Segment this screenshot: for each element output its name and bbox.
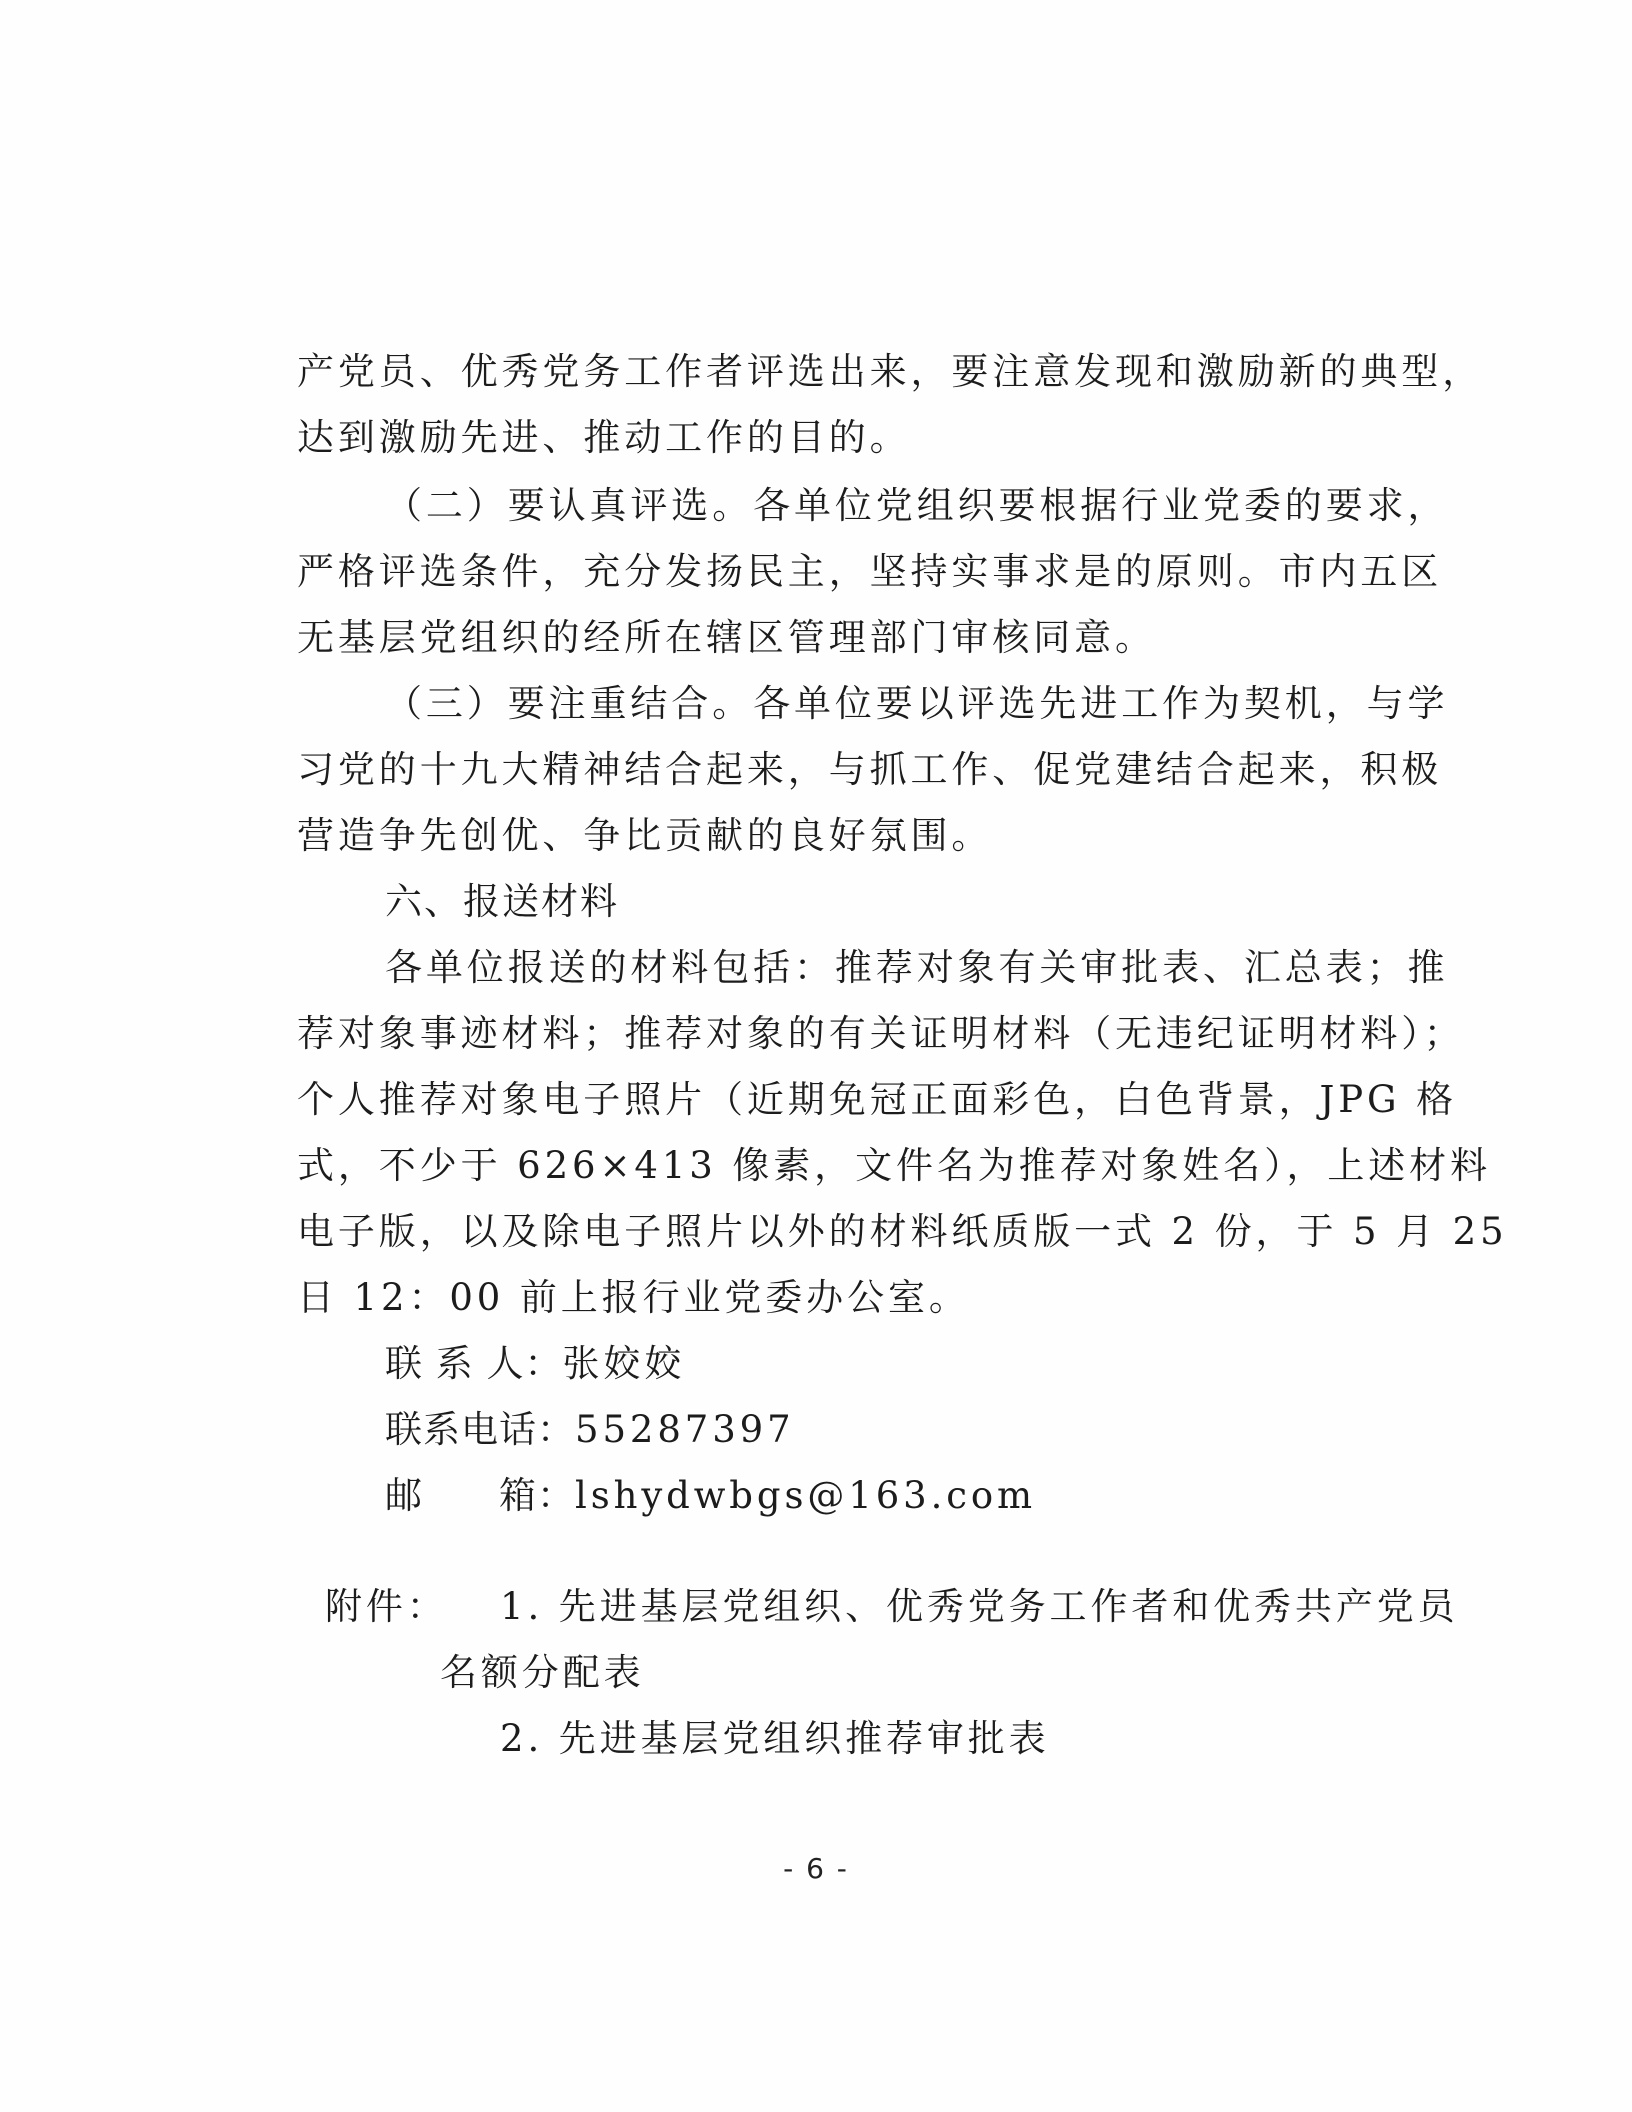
- attachment-item: 1. 先进基层党组织、优秀党务工作者和优秀共产党员: [500, 1585, 1459, 1628]
- attachments-label: 附件：: [325, 1585, 448, 1628]
- paragraph-line: 无基层党组织的经所在辖区管理部门审核同意。: [297, 616, 1156, 659]
- contact-phone-label: 联系电话：: [385, 1408, 575, 1451]
- paragraph-line: 达到激励先进、推动工作的目的。: [297, 416, 911, 459]
- paragraph-line: 日 12：00 前上报行业党委办公室。: [297, 1276, 970, 1319]
- contact-email: [385, 1474, 1036, 1518]
- contact-email-label: 邮 箱：: [385, 1474, 575, 1517]
- contact-email-value: lshydwbgs@163.com: [575, 1474, 1037, 1517]
- paragraph-line: 电子版，以及除电子照片以外的材料纸质版一式 2 份，于 5 月 25: [297, 1210, 1508, 1253]
- attachment-item: 2. 先进基层党组织推荐审批表: [500, 1717, 1050, 1760]
- contact-person-label: 联 系 人：: [385, 1342, 563, 1385]
- attachment-item-continued: 名额分配表: [440, 1651, 645, 1694]
- paragraph-line: 各单位报送的材料包括：推荐对象有关审批表、汇总表；推: [385, 946, 1449, 989]
- paragraph-line: 荐对象事迹材料；推荐对象的有关证明材料（无违纪证明材料）；: [297, 1012, 1465, 1055]
- page-number: - 6 -: [783, 1852, 849, 1885]
- contact-person: [385, 1342, 685, 1386]
- paragraph-line: 严格评选条件，充分发扬民主，坚持实事求是的原则。市内五区: [297, 550, 1443, 593]
- paragraph-line: （二）要认真评选。各单位党组织要根据行业党委的要求，: [385, 484, 1449, 527]
- contact-person-value: 张姣姣: [562, 1342, 686, 1385]
- paragraph-line: 个人推荐对象电子照片（近期免冠正面彩色，白色背景，JPG 格: [297, 1078, 1458, 1121]
- section-heading: 六、报送材料: [385, 880, 619, 923]
- paragraph-line: 习党的十九大精神结合起来，与抓工作、促党建结合起来，积极: [297, 748, 1443, 791]
- paragraph-line: （三）要注重结合。各单位要以评选先进工作为契机，与学: [385, 682, 1449, 725]
- contact-phone-value: 55287397: [575, 1408, 795, 1451]
- contact-phone: [385, 1408, 795, 1452]
- paragraph-line: 营造争先创优、争比贡献的良好氛围。: [297, 814, 993, 857]
- paragraph-line: 式，不少于 626×413 像素，文件名为推荐对象姓名），上述材料: [297, 1144, 1491, 1187]
- paragraph-line: 产党员、优秀党务工作者评选出来，要注意发现和激励新的典型，: [297, 350, 1484, 393]
